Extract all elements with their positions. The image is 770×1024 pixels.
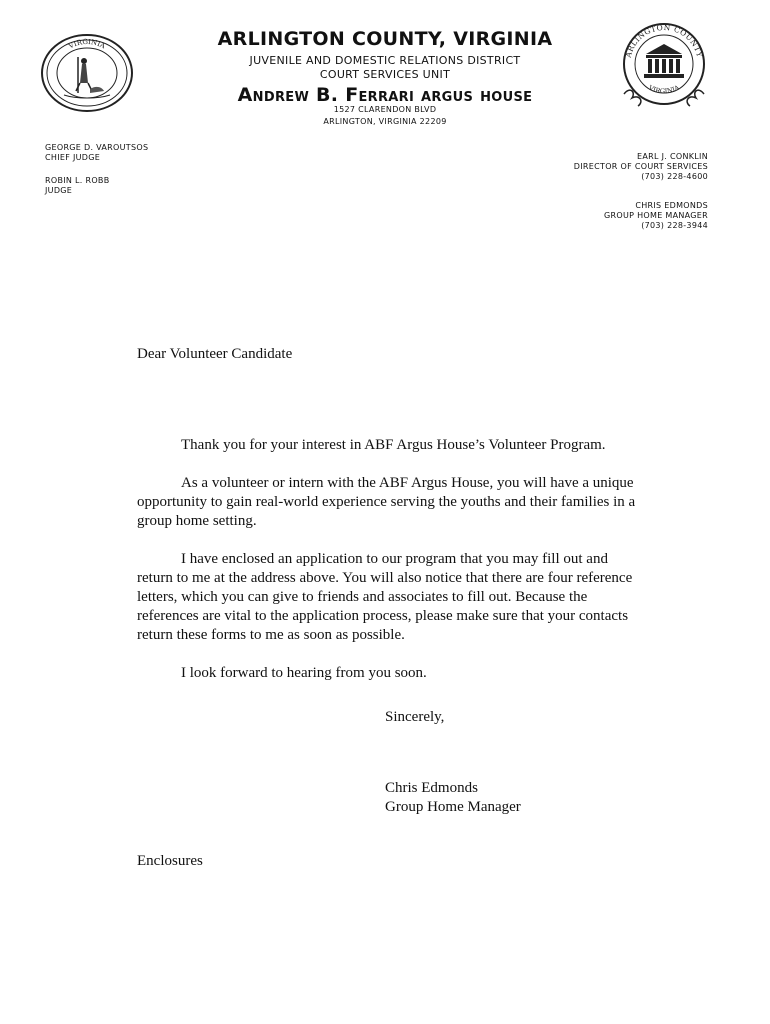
staff-title: JUDGE	[45, 186, 73, 195]
closing: Sincerely,	[385, 709, 445, 725]
signer-name: Chris Edmonds	[385, 780, 478, 796]
house-name: Andrew B. Ferrari argus house	[237, 84, 533, 106]
enclosures: Enclosures	[137, 853, 203, 869]
seal-right-top-label: ARLINGTON COUNTY	[623, 22, 705, 59]
address-line-2: ARLINGTON, VIRGINIA 22209	[323, 117, 447, 126]
county-title: ARLINGTON COUNTY, VIRGINIA	[217, 28, 553, 50]
staff-left-2	[45, 176, 110, 196]
paragraph-2: As a volunteer or intern with the ABF Argus House, you will have a unique opportunity to gain real-world experience serving the youths and their families in a group home setting.	[137, 475, 636, 529]
district-line: JUVENILE AND DOMESTIC RELATIONS DISTRICT	[249, 54, 521, 67]
staff-right-1	[574, 152, 708, 182]
staff-phone: (703) 228-3944	[641, 221, 708, 230]
salutation: Dear Volunteer Candidate	[137, 346, 293, 362]
signer-title: Group Home Manager	[385, 799, 521, 815]
staff-name: GEORGE D. VAROUTSOS	[45, 143, 149, 152]
staff-title: GROUP HOME MANAGER	[604, 211, 708, 220]
paragraph-4: I look forward to hearing from you soon.	[181, 665, 427, 681]
staff-name: ROBIN L. ROBB	[45, 176, 110, 185]
staff-title: DIRECTOR OF COURT SERVICES	[573, 162, 708, 171]
staff-right-2	[604, 201, 708, 231]
staff-left-1	[45, 143, 148, 163]
seal-left-label: VIRGINIA	[67, 37, 107, 51]
paragraph-3: I have enclosed an application to our program that you may fill out and return to me at the address above. You will also notice that there are four reference letters, which you can give to friends and associates to fill out. Because the references are vital to the application process, please make sure that your contacts return these forms to me as soon as possible.	[137, 551, 633, 643]
staff-title: CHIEF JUDGE	[45, 153, 101, 162]
unit-line: COURT SERVICES UNIT	[319, 68, 451, 81]
letter-body	[137, 436, 637, 683]
seal-right-bottom-label: VIRGINIA	[647, 83, 681, 96]
paragraph-1: Thank you for your interest in ABF Argus House’s Volunteer Program.	[181, 437, 606, 453]
staff-phone: (703) 228-4600	[641, 172, 708, 181]
address-line-1: 1527 CLARENDON BLVD	[333, 105, 437, 114]
staff-name: CHRIS EDMONDS	[635, 201, 708, 210]
staff-name: EARL J. CONKLIN	[637, 152, 708, 161]
